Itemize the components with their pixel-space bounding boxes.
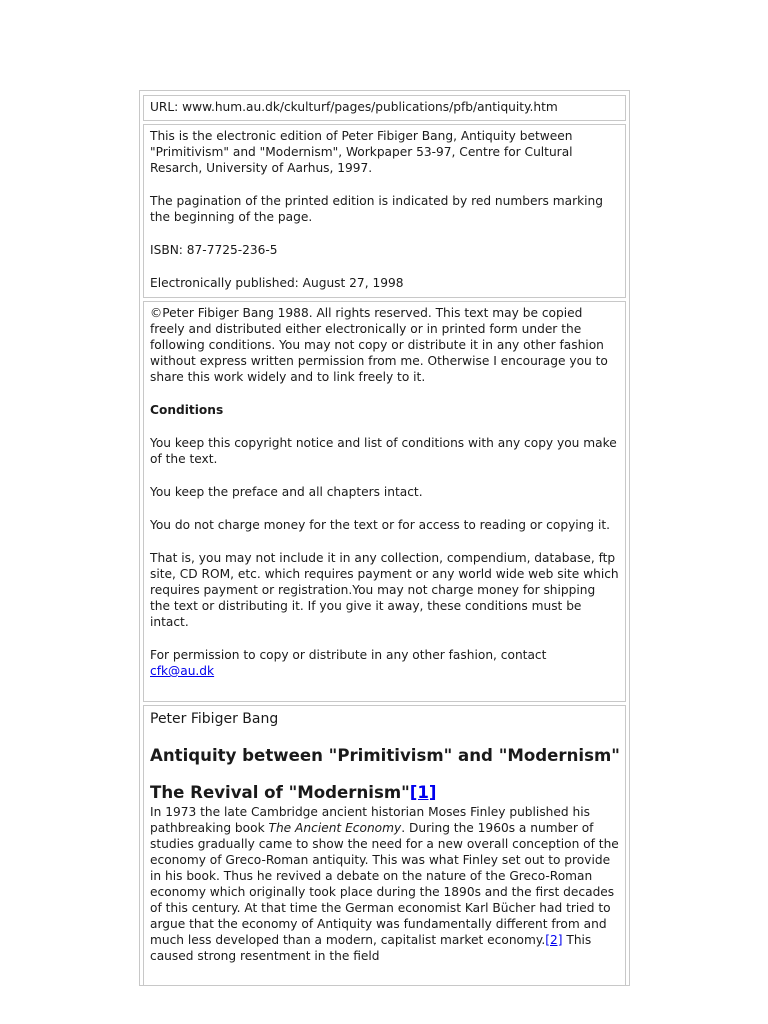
isbn-text: ISBN: 87-7725-236-5 [150,243,278,257]
section-heading [150,782,619,804]
document-frame [139,90,630,986]
contact-email-link[interactable]: cfk@au.dk [150,664,215,678]
condition-1: You keep this copyright notice and list of conditions with any copy you make of the text. [150,436,617,466]
condition-4: That is, you may not include it in any collection, compendium, database, ftp site, CD ROM, etc. which requires payment or any world wide web site which requires payment or registration.You may not charge money for shipping the text or distributing it. If you give it away, these conditions must be intact. [150,551,619,629]
condition-2: You keep the preface and all chapters intact. [150,485,423,499]
condition-3: You do not charge money for the text or for access to reading or copying it. [150,518,611,532]
author-name: Peter Fibiger Bang [150,711,279,727]
section-heading-text: The Revival of "Modernism" [150,783,410,802]
book-title: The Ancient Economy [268,821,402,835]
url-text: URL: www.hum.au.dk/ckulturf/pages/publications/pfb/antiquity.htm [150,100,558,114]
edition-description: This is the electronic edition of Peter Fibiger Bang, Antiquity between "Primitivism" and "Modernism", Workpaper 53-97, Centre for Cultural Resarch, University of Aarhus, 1997. [150,129,573,175]
copyright-cell [143,301,626,702]
contact-text: For permission to copy or distribute in any other fashion, contact [150,648,547,662]
body-text-part-2: . During the 1960s a number of studies gradually came to show the need for a new overall conception of the economy of Greco-Roman antiquity. This was what Finley set out to provide in his book. Thus he revived a debate on the nature of the Greco-Roman economy which originally took place during the 1890s and the first decades of this century. At that time the German economist Karl Bücher had tried to argue that the economy of Antiquity was fundamentally different from and much less developed than a modern, capitalist market economy. [150,821,619,947]
pagination-note: The pagination of the printed edition is indicated by red numbers marking the beginning of the page. [150,194,603,224]
footnote-link-2[interactable]: [2] [545,933,563,947]
body-text-part-3: This caused strong resentment in the field [150,933,592,963]
article-title: Antiquity between "Primitivism" and "Modernism" [150,746,620,765]
body-text-part-1: In 1973 the late Cambridge ancient historian Moses Finley published his pathbreaking book [150,805,590,835]
conditions-heading: Conditions [150,403,224,417]
edition-info-cell [143,124,626,298]
url-cell [143,95,626,121]
copyright-notice: ©Peter Fibiger Bang 1988. All rights reserved. This text may be copied freely and distributed either electronically or in printed form under the following conditions. You may not copy or distribute it in any other fashion without express written permission from me. Otherwise I encourage you to share this work widely and to link freely to it. [150,306,608,384]
published-date: Electronically published: August 27, 1998 [150,276,404,290]
article-body-paragraph [150,804,619,964]
contact-paragraph [150,647,619,679]
article-cell [143,705,626,986]
footnote-link-1[interactable]: [1] [409,783,437,802]
